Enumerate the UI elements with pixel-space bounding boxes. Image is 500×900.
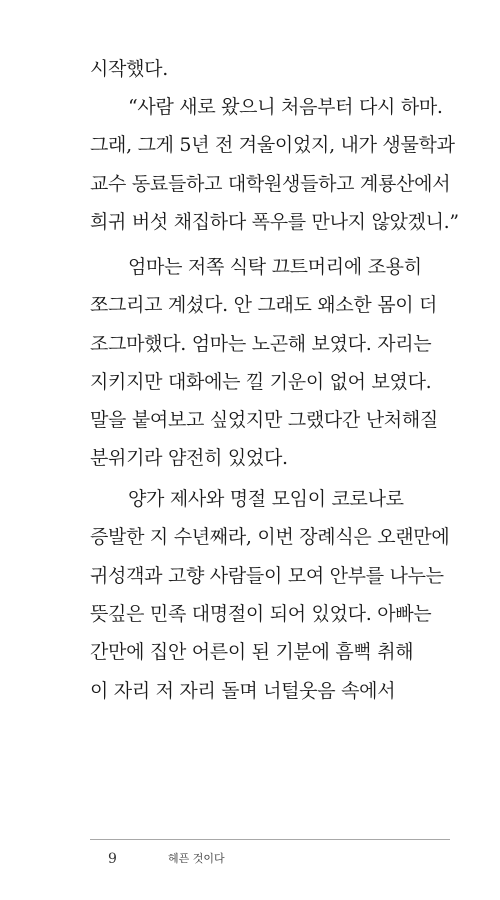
text-line-4: 교수 동료들하고 대학원생들하고 계룡산에서 [90, 173, 451, 195]
text-line-17: 이 자리 저 자리 돌며 너털웃음 속에서 [90, 680, 396, 702]
footer-divider [90, 839, 450, 840]
text-line-13: 증발한 지 수년째라, 이번 장례식은 오랜만에 [90, 526, 450, 548]
page-number: 9 [108, 851, 117, 867]
text-line-11: 분위기라 얌전히 있었다. [90, 447, 288, 469]
text-line-7: 쪼그리고 계셨다. 안 그래도 왜소한 몸이 더 [90, 294, 438, 316]
text-line-5: 희귀 버섯 채집하다 폭우를 만나지 않았겠니.” [90, 211, 459, 233]
text-line-9: 지키지만 대화에는 낄 기운이 없어 보였다. [90, 371, 432, 393]
text-line-14: 귀성객과 고향 사람들이 모여 안부를 나누는 [90, 565, 444, 587]
running-title: 헤픈 것이다 [168, 852, 225, 865]
text-line-2: “사람 새로 왔으니 처음부터 다시 하마. [128, 96, 443, 118]
text-line-1: 시작했다. [90, 58, 168, 80]
text-line-8: 조그마했다. 엄마는 노곤해 보였다. 자리는 [90, 333, 432, 355]
text-line-12: 양가 제사와 명절 모임이 코로나로 [128, 488, 404, 510]
text-line-10: 말을 붙여보고 싶었지만 그랬다간 난처해질 [90, 409, 438, 431]
text-line-6: 엄마는 저쪽 식탁 끄트머리에 조용히 [128, 256, 422, 278]
text-line-3: 그래, 그게 5년 전 겨울이었지, 내가 생물학과 [90, 134, 455, 156]
text-line-15: 뜻깊은 민족 대명절이 되어 있었다. 아빠는 [90, 603, 432, 625]
text-line-16: 간만에 집안 어른이 된 기분에 흠뻑 취해 [90, 641, 414, 663]
